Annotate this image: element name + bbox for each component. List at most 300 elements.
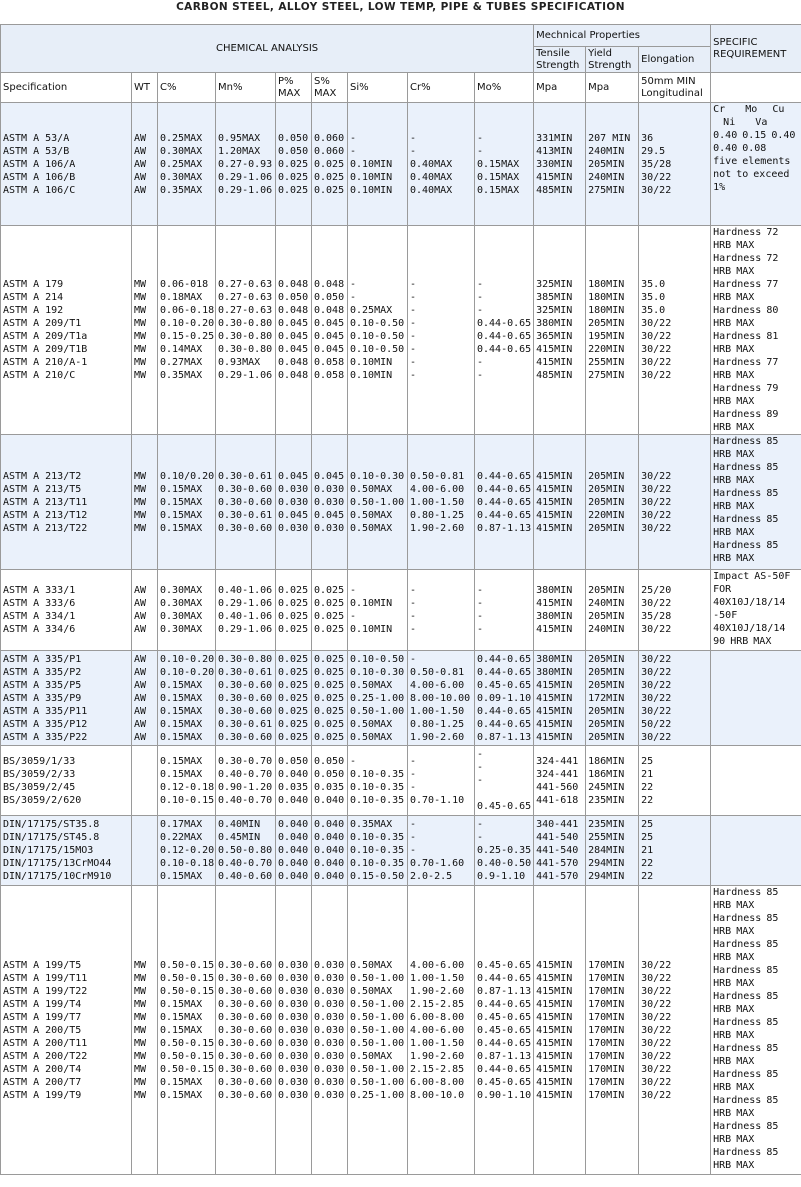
tensile-value: 415MIN (536, 998, 573, 1010)
yield-value: 170MIN (588, 1063, 625, 1075)
elongation-value: 30/22 (641, 1089, 672, 1101)
wt-value: MW (134, 1024, 147, 1036)
mn-value: 0.40MIN (218, 819, 261, 830)
mn-value: 0.30-0.80 (218, 653, 273, 665)
si-value: 0.10-0.35 (350, 845, 405, 856)
mn-value: 0.40-1.06 (218, 611, 273, 622)
col-header-specification: Specification (1, 73, 132, 103)
mn-value: 0.29-1.06 (218, 171, 273, 183)
yield-value: 180MIN (588, 292, 625, 303)
yield-value: 170MIN (588, 985, 625, 997)
specification-value: ASTM A 179 (3, 279, 64, 290)
specification-value: ASTM A 106/C (3, 184, 76, 196)
mn-cell (216, 435, 276, 570)
mn-value: 0.30-0.60 (218, 1063, 273, 1075)
c-value: 0.15-0.25 (160, 331, 215, 342)
specification-value: DIN/17175/10CrM910 (3, 871, 112, 882)
mn-value: 0.30-0.60 (218, 1037, 273, 1049)
yield-value: 205MIN (588, 731, 625, 743)
c-value: 0.18MAX (160, 292, 203, 303)
s-value: 0.025 (314, 666, 345, 678)
si-cell (348, 435, 408, 570)
tensile-strength-header: Tensile Strength (534, 47, 586, 73)
page-title: CARBON STEEL, ALLOY STEEL, LOW TEMP, PIPE & TUBES SPECIFICATION (176, 1, 625, 13)
tensile-value: 380MIN (536, 653, 573, 665)
mo-value: 0.15MAX (477, 171, 520, 183)
mn-value: 1.20MAX (218, 145, 261, 157)
tensile-cell (534, 886, 586, 1175)
cr-value: - (410, 845, 417, 856)
c-value: 0.10-0.20 (160, 653, 215, 665)
s-value: 0.058 (314, 370, 345, 381)
specification-cell (1, 746, 132, 816)
yield-value: 275MIN (588, 184, 625, 196)
mo-cell (475, 886, 534, 1175)
tensile-value: 365MIN (536, 331, 573, 342)
yield-value: 205MIN (588, 470, 625, 482)
elongation-value: 30/22 (641, 344, 672, 355)
col-header-ys-unit: Mpa (586, 73, 639, 103)
cr-value: - (410, 145, 417, 157)
c-value: 0.15MAX (160, 731, 203, 743)
s-value: 0.025 (314, 718, 345, 730)
p-value: 0.030 (278, 998, 309, 1010)
c-value: 0.27MAX (160, 357, 203, 368)
specification-value: ASTM A 213/T2 (3, 470, 82, 482)
elongation-value: 30/22 (641, 470, 672, 482)
p-value: 0.030 (278, 483, 309, 495)
yield-value: 205MIN (588, 611, 625, 622)
yield-cell (586, 816, 639, 886)
mo-value: - (477, 370, 484, 381)
c-value: 0.15MAX (160, 509, 203, 521)
s-value: 0.030 (314, 1011, 345, 1023)
cr-value: 0.70-1.10 (410, 794, 465, 806)
si-cell (348, 226, 408, 435)
mn-value: 0.40-0.70 (218, 768, 273, 780)
mn-value: 0.30-0.61 (218, 470, 273, 482)
requirement-line: Hardness 81 (713, 331, 779, 342)
yield-cell (586, 435, 639, 570)
mn-value: 0.30-0.61 (218, 666, 273, 678)
p-value: 0.025 (278, 598, 309, 609)
specification-value: BS/3059/1/33 (3, 755, 76, 767)
tensile-cell (534, 746, 586, 816)
c-value: 0.15MAX (160, 1089, 203, 1101)
wt-value: MW (134, 1011, 147, 1023)
wt-value: MW (134, 522, 147, 534)
tensile-value: 415MIN (536, 731, 573, 743)
col-header-mo: Mo% (475, 73, 534, 103)
wt-value (134, 818, 155, 831)
cr-value: - (410, 832, 417, 843)
elongation-value: 22 (641, 781, 654, 793)
elongation-header: Elongation (639, 47, 711, 73)
c-value: 0.17MAX (160, 819, 203, 830)
si-value: 0.50-1.00 (350, 998, 405, 1010)
p-value: 0.045 (278, 470, 309, 482)
p-value: 0.025 (278, 731, 309, 743)
requirement-line: HRB MAX (713, 396, 755, 407)
spec-group-row (1, 816, 801, 886)
mo-value: 0.44-0.65 (477, 318, 532, 329)
mo-value: - (477, 292, 484, 303)
c-value: 0.06-0.18 (160, 305, 215, 316)
cr-value: 0.70-1.60 (410, 858, 465, 869)
tensile-value: 415MIN (536, 705, 573, 717)
cr-value: - (410, 132, 417, 144)
col-header-elongation-basis: 50mm MIN Longitudinal (639, 73, 711, 103)
c-value: 0.06-018 (160, 279, 209, 290)
cr-value: 0.80-1.25 (410, 509, 465, 521)
si-value: 0.10MIN (350, 184, 393, 196)
specification-value: ASTM A 335/P12 (3, 718, 88, 730)
mn-value: 0.30-0.60 (218, 998, 273, 1010)
requirement-line: Hardness 85 (713, 540, 779, 551)
p-value: 0.025 (278, 692, 309, 704)
s-value: 0.030 (314, 972, 345, 984)
requirement-line: HRB MAX (713, 449, 755, 460)
s-value: 0.030 (314, 1050, 345, 1062)
mo-value: 0.87-1.13 (477, 731, 532, 743)
si-value: 0.10MIN (350, 370, 393, 381)
mo-value: - (477, 749, 484, 760)
c-value: 0.15MAX (160, 522, 203, 534)
c-value: 0.12-0.18 (160, 781, 215, 793)
mn-cell (216, 746, 276, 816)
wt-value: MW (134, 470, 147, 482)
si-value: 0.10-0.50 (350, 344, 405, 355)
requirement-line: HRB MAX (713, 1004, 755, 1015)
c-value: 0.15MAX (160, 998, 203, 1010)
wt-value: AW (134, 611, 147, 622)
tensile-value: 415MIN (536, 959, 573, 971)
yield-cell (586, 103, 639, 226)
specification-value: ASTM A 199/T22 (3, 985, 88, 997)
si-value: - (350, 145, 357, 157)
tensile-value: 415MIN (536, 624, 573, 635)
mo-value (477, 787, 531, 800)
c-value: 0.50-0.15 (160, 1063, 215, 1075)
specification-value: ASTM A 334/6 (3, 624, 76, 635)
specification-value: ASTM A 335/P5 (3, 679, 82, 691)
yield-value: 205MIN (588, 318, 625, 329)
tensile-value: 415MIN (536, 522, 573, 534)
requirement-line: Hardness 85 (713, 514, 779, 525)
mo-value: - (477, 279, 484, 290)
cr-value: - (410, 781, 417, 793)
specification-value: ASTM A 213/T12 (3, 509, 88, 521)
p-value: 0.030 (278, 985, 309, 997)
specification-cell (1, 226, 132, 435)
elongation-cell (639, 103, 711, 226)
c-value: 0.10/0.20 (160, 470, 215, 482)
col-header-si: Si% (348, 73, 408, 103)
yield-value: 240MIN (588, 598, 625, 609)
requirement-cell (711, 651, 801, 746)
cr-value: 1.00-1.50 (410, 496, 465, 508)
mn-value: 0.40-0.60 (218, 871, 273, 882)
wt-cell (132, 103, 158, 226)
mo-value: - (477, 624, 484, 635)
p-value: 0.025 (278, 184, 309, 196)
elongation-value: 30/22 (641, 331, 672, 342)
mo-value: - (477, 305, 484, 316)
c-value: 0.35MAX (160, 184, 203, 196)
tensile-value: 441-570 (536, 871, 579, 882)
wt-value: MW (134, 1037, 147, 1049)
mo-value: 0.44-0.65 (477, 483, 532, 495)
mo-value: 0.44-0.65 (477, 509, 532, 521)
wt-value: MW (134, 357, 147, 368)
mo-value: 0.44-0.65 (477, 1063, 532, 1075)
requirement-line: Cr Mo Cu (713, 104, 785, 115)
wt-value: MW (134, 1050, 147, 1062)
mo-value: - (477, 775, 484, 786)
elongation-cell (639, 651, 711, 746)
s-value: 0.050 (314, 755, 345, 767)
c-value: 0.10-0.20 (160, 318, 215, 329)
p-value: 0.048 (278, 279, 309, 290)
cr-value: 2.0-2.5 (410, 871, 453, 882)
cr-cell (408, 570, 475, 651)
specification-value: ASTM A 53/A (3, 132, 70, 144)
p-value: 0.025 (278, 171, 309, 183)
s-value: 0.030 (314, 483, 345, 495)
mo-value: 0.15MAX (477, 184, 520, 196)
s-cell (312, 816, 348, 886)
wt-value (134, 781, 155, 794)
c-value: 0.15MAX (160, 755, 203, 767)
specification-value: ASTM A 53/B (3, 145, 70, 157)
yield-value: 275MIN (588, 370, 625, 381)
requirement-line: HRB MAX (713, 422, 755, 433)
tensile-value: 415MIN (536, 1076, 573, 1088)
mn-value: 0.30-0.60 (218, 985, 273, 997)
elongation-cell (639, 226, 711, 435)
elongation-value: 30/22 (641, 653, 672, 665)
yield-value: 205MIN (588, 705, 625, 717)
wt-value (134, 844, 155, 857)
p-value: 0.030 (278, 1089, 309, 1101)
p-value: 0.045 (278, 318, 309, 329)
si-value: 0.10-0.35 (350, 781, 405, 793)
mn-value: 0.93MAX (218, 357, 261, 368)
requirement-line: Hardness 85 (713, 1069, 779, 1080)
p-value: 0.048 (278, 370, 309, 381)
specification-value: DIN/17175/ST45.8 (3, 832, 100, 843)
requirement-line: HRB MAX (713, 318, 755, 329)
tensile-value: 485MIN (536, 370, 573, 381)
cr-value: 0.80-1.25 (410, 718, 465, 730)
yield-value: 205MIN (588, 718, 625, 730)
si-value: - (350, 585, 357, 596)
s-cell (312, 103, 348, 226)
elongation-value: 30/22 (641, 985, 672, 997)
mn-value: 0.30-0.80 (218, 331, 273, 342)
s-value: 0.030 (314, 1024, 345, 1036)
col-header-s: S% MAX (312, 73, 348, 103)
tensile-value: 415MIN (536, 692, 573, 704)
cr-value: 1.90-2.60 (410, 522, 465, 534)
wt-value: MW (134, 292, 147, 303)
p-cell (276, 651, 312, 746)
yield-cell (586, 886, 639, 1175)
si-cell (348, 886, 408, 1175)
tensile-value: 415MIN (536, 509, 573, 521)
elongation-value: 30/22 (641, 171, 672, 183)
elongation-value: 30/22 (641, 357, 672, 368)
cr-value: - (410, 585, 417, 596)
yield-value: 205MIN (588, 679, 625, 691)
yield-value: 170MIN (588, 959, 625, 971)
mn-value: 0.30-0.60 (218, 705, 273, 717)
si-value: 0.50MAX (350, 718, 393, 730)
wt-value: MW (134, 344, 147, 355)
mo-value: 0.44-0.65 (477, 496, 532, 508)
si-value: 0.10-0.50 (350, 318, 405, 329)
si-cell (348, 103, 408, 226)
mo-cell (475, 746, 534, 816)
c-value: 0.25MAX (160, 132, 203, 144)
p-value: 0.025 (278, 679, 309, 691)
p-value: 0.030 (278, 1011, 309, 1023)
elongation-value: 30/22 (641, 496, 672, 508)
c-value: 0.12-0.20 (160, 845, 215, 856)
specification-value: ASTM A 200/T5 (3, 1024, 82, 1036)
mo-value: 0.44-0.65 (477, 705, 532, 717)
requirement-line: HRB MAX (713, 370, 755, 381)
yield-value: 195MIN (588, 331, 625, 342)
specification-value: DIN/17175/ST35.8 (3, 819, 100, 830)
elongation-value: 30/22 (641, 1050, 672, 1062)
si-value: - (350, 279, 357, 290)
s-cell (312, 886, 348, 1175)
tensile-value: 415MIN (536, 357, 573, 368)
yield-value: 180MIN (588, 279, 625, 290)
mo-value: - (477, 762, 484, 773)
wt-value: MW (134, 972, 147, 984)
s-value: 0.040 (314, 819, 345, 830)
elongation-value: 22 (641, 794, 654, 806)
cr-cell (408, 103, 475, 226)
specification-value: ASTM A 199/T7 (3, 1011, 82, 1023)
p-value: 0.050 (278, 755, 309, 767)
mo-value: 0.44-0.65 (477, 998, 532, 1010)
c-cell (158, 570, 216, 651)
tensile-value: 415MIN (536, 679, 573, 691)
mo-value: 0.44-0.65 (477, 1037, 532, 1049)
spec-group-row (1, 570, 801, 651)
c-value: 0.10-0.20 (160, 666, 215, 678)
p-value: 0.040 (278, 858, 309, 869)
si-value: 0.10MIN (350, 171, 393, 183)
wt-value: MW (134, 1063, 147, 1075)
mn-value: 0.30-0.60 (218, 972, 273, 984)
yield-value: 205MIN (588, 522, 625, 534)
mo-value: 0.44-0.65 (477, 718, 532, 730)
yield-value: 240MIN (588, 624, 625, 635)
si-value: 0.25-1.00 (350, 1089, 405, 1101)
yield-value: 170MIN (588, 1037, 625, 1049)
col-header-ts-unit: Mpa (534, 73, 586, 103)
mn-value: 0.29-1.06 (218, 624, 273, 635)
elongation-value: 30/22 (641, 1037, 672, 1049)
wt-value: MW (134, 998, 147, 1010)
yield-value: 245MIN (588, 781, 625, 793)
column-header-row (1, 73, 801, 103)
c-cell (158, 816, 216, 886)
yield-value: 255MIN (588, 832, 625, 843)
c-value: 0.30MAX (160, 171, 203, 183)
cr-value: 1.00-1.50 (410, 1037, 465, 1049)
mn-value: 0.29-1.06 (218, 184, 273, 196)
c-value: 0.50-0.15 (160, 1050, 215, 1062)
si-value: 0.10-0.30 (350, 470, 405, 482)
cr-value: 1.90-2.60 (410, 1050, 465, 1062)
requirement-line: 90 HRB MAX (713, 636, 772, 647)
mn-value: 0.40-0.70 (218, 858, 273, 869)
wt-value: MW (134, 1089, 147, 1101)
tensile-value: 340-441 (536, 819, 579, 830)
tensile-value: 330MIN (536, 158, 573, 170)
specification-value: ASTM A 210/C (3, 370, 76, 381)
mn-value: 0.30-0.60 (218, 1011, 273, 1023)
wt-value (134, 794, 155, 807)
mo-cell (475, 816, 534, 886)
requirement-line: Hardness 85 (713, 1147, 779, 1158)
specification-value: ASTM A 210/A-1 (3, 357, 88, 368)
si-value: 0.50-1.00 (350, 1063, 405, 1075)
mn-value: 0.40-1.06 (218, 585, 273, 596)
s-value: 0.030 (314, 1063, 345, 1075)
s-value: 0.040 (314, 845, 345, 856)
mn-value: 0.27-0.63 (218, 292, 273, 303)
yield-value: 255MIN (588, 357, 625, 368)
yield-value: 170MIN (588, 972, 625, 984)
wt-value: AW (134, 184, 147, 196)
cr-value: - (410, 331, 417, 342)
yield-value: 205MIN (588, 585, 625, 596)
si-value: 0.35MAX (350, 819, 393, 830)
specification-cell (1, 570, 132, 651)
elongation-value: 50/22 (641, 718, 672, 730)
wt-value: AW (134, 158, 147, 170)
mo-value: 0.40-0.50 (477, 858, 532, 869)
wt-value: MW (134, 985, 147, 997)
mo-cell (475, 103, 534, 226)
s-value: 0.050 (314, 768, 345, 780)
tensile-value: 324-441 (536, 755, 579, 767)
requirement-line: HRB MAX (713, 527, 755, 538)
specification-cell (1, 103, 132, 226)
cr-value: 1.00-1.50 (410, 972, 465, 984)
cr-value: - (410, 768, 417, 780)
requirement-cell (711, 816, 801, 886)
cr-value: - (410, 318, 417, 329)
cr-value: - (410, 819, 417, 830)
mn-value: 0.30-0.60 (218, 1089, 273, 1101)
wt-value: AW (134, 679, 147, 691)
tensile-value: 441-570 (536, 858, 579, 869)
p-value: 0.040 (278, 794, 309, 806)
mn-value: 0.90-1.20 (218, 781, 273, 793)
s-value: 0.025 (314, 171, 345, 183)
si-value: 0.50MAX (350, 522, 393, 534)
p-cell (276, 886, 312, 1175)
s-value: 0.040 (314, 858, 345, 869)
si-value: 0.50-1.00 (350, 1076, 405, 1088)
